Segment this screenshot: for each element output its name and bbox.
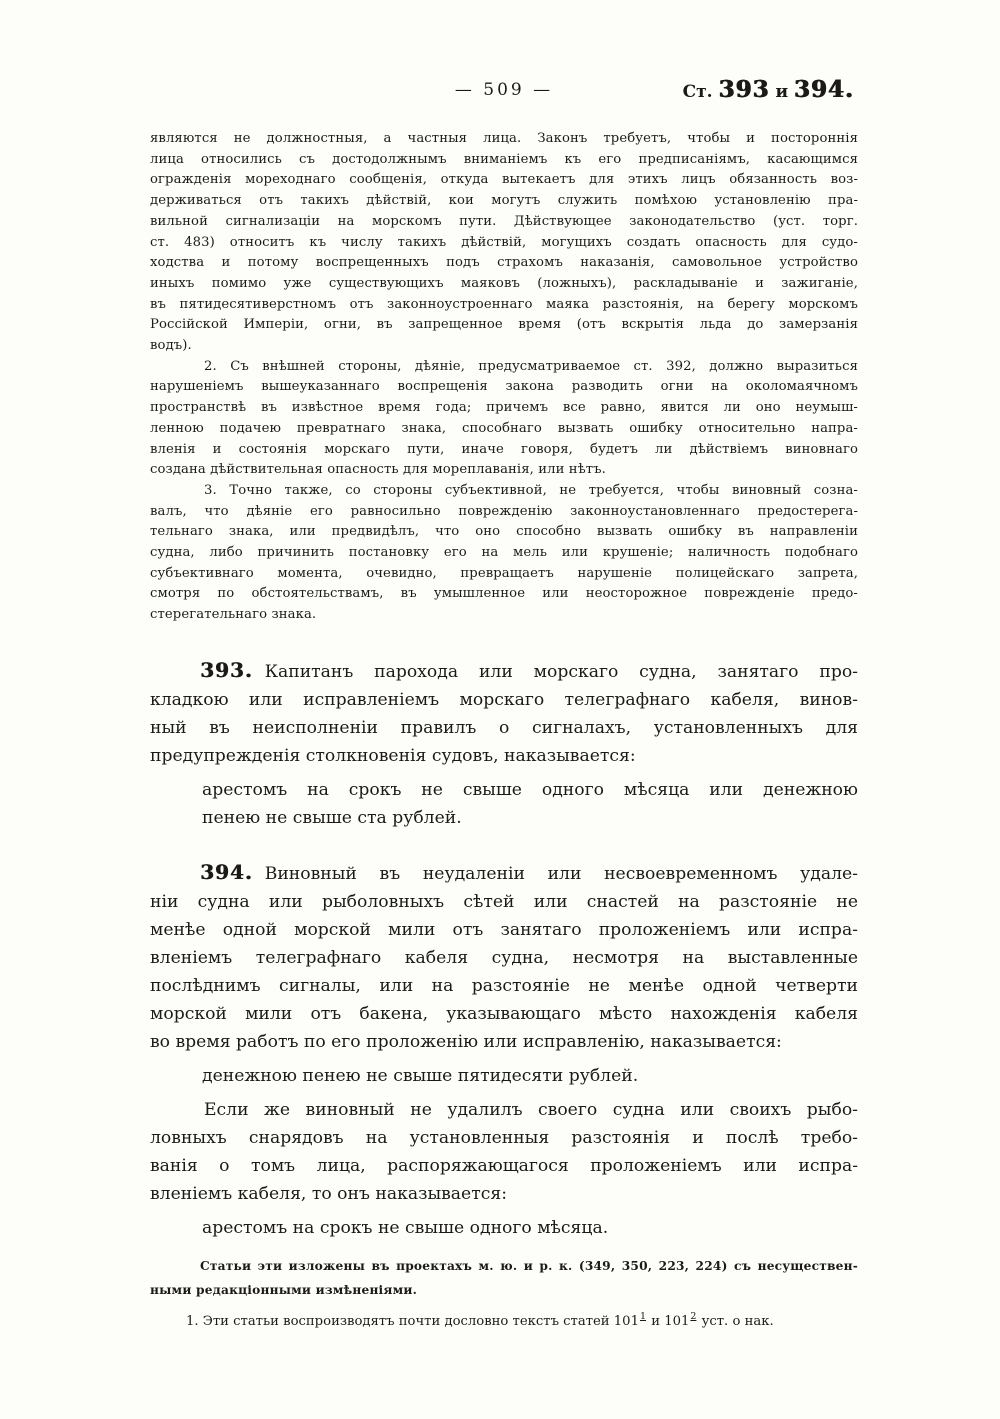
text-line: ными редакціонными измѣненіями. [150, 1282, 418, 1297]
text-line: Статьи эти изложены въ проектахъ м. ю. и р. к. (349, 350, 223, 224) съ несуществен- [200, 1258, 858, 1273]
text-line: морской мили отъ бакена, указывающаго мѣсто нахожденія кабеля [150, 1003, 858, 1024]
commentary-paragraph-2 [150, 357, 858, 481]
text-line: Если же виновный не удалилъ своего судна или своихъ рыбо- [204, 1099, 858, 1120]
text-line: пенею не свыше ста рублей. [202, 807, 462, 828]
article-ref-prefix: Ст. [682, 82, 713, 102]
article-394-first-line [150, 858, 858, 888]
commentary-paragraph-1 [150, 129, 858, 357]
text-line: тельнаго знака, или предвидѣлъ, что оно способно вызвать ошибку въ направленіи [150, 524, 858, 540]
article-394-first-line-text: Виновный въ неудаленіи или несвоевременномъ удале- [264, 863, 858, 884]
text-line: смотря по обстоятельствамъ, въ умышленное или неосторожное поврежденіе предо- [150, 586, 858, 602]
text-line: въ пятидесятиверстномъ отъ законноустроеннаго маяка разстоянія, на берегу морскомъ [150, 296, 858, 312]
text-line: послѣднимъ сигналы, или на разстояніе не менѣе одной четверти [150, 975, 858, 996]
text-line: лица относились съ достодолжнымъ вниманіемъ къ его предписаніямъ, касающимся [150, 151, 858, 167]
article-394-second-part [150, 1096, 858, 1208]
footnote-note-1-text: 1. Эти статьи воспроизводятъ почти дословно текстъ статей 101 [186, 1313, 639, 1329]
article-393-body-lines [150, 686, 858, 770]
article-393-first-line-text: Капитанъ парохода или морскаго судна, занятаго про- [264, 661, 858, 682]
text-line: Россійской Имперіи, огни, въ запрещенное время (отъ вскрытія льда до замерзанія [150, 317, 858, 333]
text-line: вленія и состоянія морскаго пути, иначе говоря, будетъ ли дѣйствіемъ виновнаго [150, 441, 858, 457]
text-line: нарушеніемъ вышеуказаннаго воспрещенія закона разводить огни на околомаячномъ [150, 379, 858, 395]
text-line: ный въ неисполненіи правилъ о сигналахъ, установленныхъ для [150, 717, 858, 738]
article-394-text [150, 858, 858, 1056]
commentary-paragraph-3 [150, 481, 858, 626]
article-ref-number-393: 393 [718, 76, 770, 103]
footnote-superscript-1: 1 [639, 1311, 647, 1323]
text-line: арестомъ на срокъ не свыше одного мѣсяца или денежною [202, 779, 858, 800]
text-line: предупрежденія столкновенія судовъ, наказывается: [150, 745, 636, 766]
article-393-first-line [150, 656, 858, 686]
text-line: кладкою или исправленіемъ морскаго телеграфнаго кабеля, винов- [150, 689, 858, 710]
article-394-second-penalty [150, 1214, 858, 1242]
article-394-second-penalty-line: арестомъ на срокъ не свыше одного мѣсяца. [202, 1217, 609, 1238]
text-line: ленною подачею превратнаго знака, способнаго вызвать ошибку относительно напра- [150, 420, 858, 436]
article-394-penalty-line: денежною пенею не свыше пятидесяти рублей. [202, 1065, 639, 1086]
text-line: создана дѣйствительная опасность для мореплаванія, или нѣтъ. [150, 462, 606, 478]
article-394-penalty [150, 1062, 858, 1090]
text-line: вленіемъ кабеля, то онъ наказывается: [150, 1183, 507, 1204]
footnote-block [150, 1254, 858, 1334]
footnote-superscript-2: 2 [690, 1311, 697, 1323]
article-393-number: 393. [200, 657, 253, 682]
text-line: ст. 483) относитъ къ числу такихъ дѣйствій, могущихъ создать опасность для судо- [150, 234, 858, 250]
page-body [150, 129, 858, 1334]
text-line: 3. Точно также, со стороны субъективной, не требуется, чтобы виновный созна- [204, 482, 858, 498]
text-line: вленіемъ телеграфнаго кабеля судна, несмотря на выставленные [150, 947, 858, 968]
text-line: ніи судна или рыболовныхъ сѣтей или снастей на разстояніе не [150, 891, 858, 912]
article-393 [150, 656, 858, 832]
footnote-editorial-note [150, 1254, 858, 1302]
text-line: во время работъ по его проложенію или исправленію, наказывается: [150, 1031, 782, 1052]
article-ref-number-394: 394. [793, 76, 854, 103]
article-reference [683, 76, 854, 103]
text-line: 2. Съ внѣшней стороны, дѣяніе, предусматриваемое ст. 392, должно выразиться [204, 358, 858, 374]
text-line: менѣе одной морской мили отъ занятаго проложеніемъ или испра- [150, 919, 858, 940]
article-393-penalty [150, 776, 858, 832]
text-line: ловныхъ снарядовъ на установленныя разстоянія и послѣ требо- [150, 1127, 858, 1148]
text-line: водъ). [150, 338, 192, 354]
text-line: валъ, что дѣяніе его равносильно поврежденію законноустановленнаго предостерега- [150, 503, 858, 519]
article-393-text [150, 656, 858, 770]
page-header [150, 76, 858, 106]
article-ref-conjunction: и [775, 82, 789, 102]
text-line: ванія о томъ лица, распоряжающагося проложеніемъ или испра- [150, 1155, 858, 1176]
article-394-body-lines [150, 888, 858, 1056]
text-line: судна, либо причинить постановку его на мель или крушеніе; наличность подобнаго [150, 545, 858, 561]
text-line: держиваться отъ такихъ дѣйствій, кои могутъ служить помѣхою установленію пра- [150, 193, 858, 209]
page-number: — 509 — [454, 80, 554, 100]
article-394 [150, 858, 858, 1242]
text-line: субъективнаго момента, очевидно, превращаетъ нарушеніе полицейскаго запрета, [150, 565, 858, 581]
text-line: пространствѣ въ извѣстное время года; причемъ все равно, явится ли оно неумыш- [150, 400, 858, 416]
text-line: стерегательнаго знака. [150, 607, 317, 623]
text-line: иныхъ помимо уже существующихъ маяковъ (ложныхъ), раскладываніе и зажиганіе, [150, 275, 858, 291]
footnote-note-1-text-mid: и 101 [647, 1313, 690, 1329]
text-line: ходства и потому воспрещенныхъ подъ страхомъ наказанія, самовольное устройство [150, 255, 858, 271]
text-line: являются не должностныя, а частныя лица. Законъ требуетъ, чтобы и постороннія [150, 131, 858, 146]
footnote-note-1 [150, 1310, 858, 1334]
text-line: вильной сигнализаціи на морскомъ пути. Дѣйствующее законодательство (уст. торг. [150, 213, 858, 229]
article-394-number: 394. [200, 859, 253, 884]
text-line: огражденія мореходнаго сообщенія, откуда вытекаетъ для этихъ лицъ обязанность воз- [150, 172, 858, 188]
footnote-note-1-text-end: уст. о нак. [697, 1313, 774, 1329]
